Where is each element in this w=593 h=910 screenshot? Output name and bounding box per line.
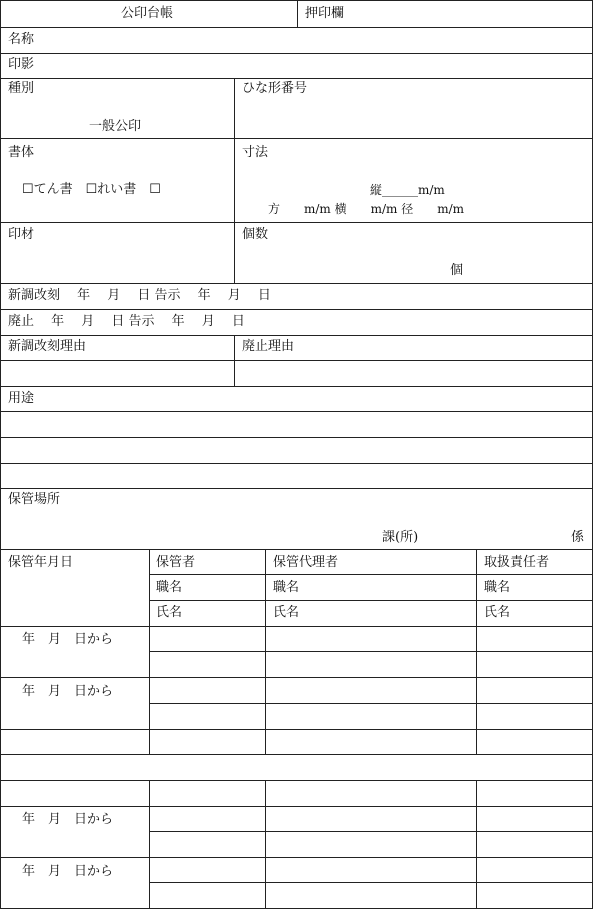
deputy-custodian-header: 保管代理者 xyxy=(273,555,339,570)
new-reason-label: 新調改刻理由 xyxy=(8,339,87,354)
dimension-line: 方 m/m 横 m/m 径 m/m xyxy=(268,202,465,216)
custodian-header: 保管者 xyxy=(156,555,196,570)
date-from-3: 年 月 日から xyxy=(22,812,114,827)
typeface-label: 書体 xyxy=(8,145,35,160)
responsible-header: 取扱責任者 xyxy=(484,555,550,570)
date-from-2: 年 月 日から xyxy=(22,684,114,699)
deputy-position-label: 職名 xyxy=(273,580,300,595)
stamp-column-label: 押印欄 xyxy=(305,6,345,21)
date-from-1: 年 月 日から xyxy=(22,632,114,647)
count-label: 個数 xyxy=(242,227,269,242)
type-label: 種別 xyxy=(8,81,35,96)
custodian-name-label: 氏名 xyxy=(156,605,183,620)
count-unit: 個 xyxy=(450,263,464,278)
date-from-4: 年 月 日から xyxy=(22,864,114,879)
abolition-reason-label: 廃止理由 xyxy=(242,339,295,354)
type-value: 一般公印 xyxy=(89,119,142,134)
storage-place-label: 保管場所 xyxy=(8,492,61,507)
new-engraving-row: 新調改刻 年 月 日 告示 年 月 日 xyxy=(8,288,271,303)
typeface-options: ☐てん書 ☐れい書 ☐ xyxy=(22,182,161,197)
dimensions-label: 寸法 xyxy=(242,145,269,160)
impression-label: 印影 xyxy=(8,57,35,72)
dimension-height: 縦______m/m xyxy=(370,183,445,197)
name-label: 名称 xyxy=(8,32,35,47)
material-label: 印材 xyxy=(8,227,35,242)
clerk-label: 係 xyxy=(571,530,585,545)
usage-label: 用途 xyxy=(8,391,35,406)
shape-number-label: ひな形番号 xyxy=(242,81,308,96)
responsible-position-label: 職名 xyxy=(484,580,511,595)
form-title: 公印台帳 xyxy=(121,6,174,21)
custodian-position-label: 職名 xyxy=(156,580,183,595)
deputy-name-label: 氏名 xyxy=(273,605,300,620)
storage-date-label: 保管年月日 xyxy=(8,555,74,570)
responsible-name-label: 氏名 xyxy=(484,605,511,620)
section-label: 課(所) xyxy=(382,530,419,545)
abolition-row: 廃止 年 月 日 告示 年 月 日 xyxy=(8,314,245,329)
